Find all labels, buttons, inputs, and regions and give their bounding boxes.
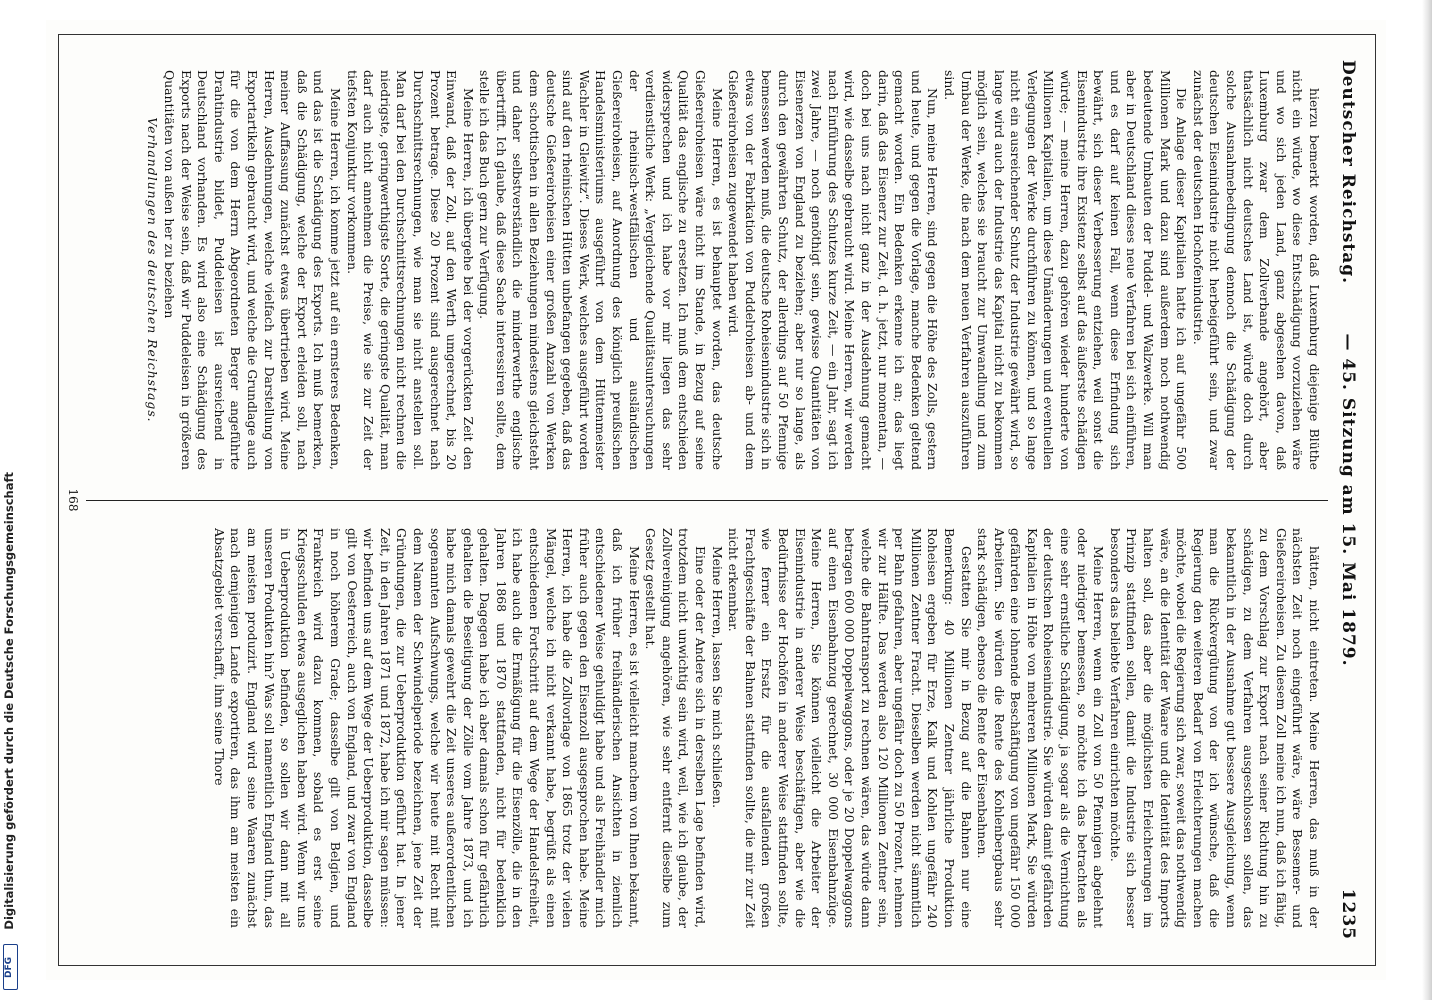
right-column	[92, 528, 1322, 928]
dfg-logo	[3, 944, 18, 990]
page-header	[1334, 60, 1358, 940]
paragraph: Gestatten Sie mir in Bezug auf die Bahnen nur eine Bemerkung: 40 Millionen Zentner jährliche Produktion Roheisen ergeben für Erze, Kalk und Kohlen ungefähr 240 Millionen Zentner Fracht. Dieselben werden nicht sämmtlich per Bahn gefahren, aber ungefähr doch zu 50 Prozent, nehmen wir zur Hälfte. Das werden also 120 Millionen Zentner sein, welche die Bahntransport zu rechnen wären, das würde dann betragen 600 000 Doppelwaggons, oder je 20 Doppelwaggons auf einen Eisenbahnzug gerechnet, 30 000 Eisenbahnzüge. Meine Herren, Sie können vielleicht die Arbeiter der Eisenindustrie in anderer Weise beschäftigen, aber wie die Bedürfnisse der Hochöfen in anderer Weise stattfinden sollte, wie ferner ein Ersatz für die ausfallenden großen Frachtgeschäfte der Bahnen stattfinden sollte, die mir zur Zeit nicht erkennbar.	[726, 528, 974, 928]
paragraph: Eine oder der Andere sich in derselben Lage befinden wird, trotzdem nicht unwichtig sein wird, weil, wie ich glaube, der Zollvereinigung angehören, wie sehr entfernt dieselbe zum Gesetz gestellt hat.	[643, 528, 709, 928]
credit-text: Digitalisierung gefördert durch die Deutsche Forschungsgemeinschaft	[2, 472, 16, 930]
header-page-number: 1235	[1338, 888, 1358, 940]
paragraph: hätten, nicht eintreten. Meine Herren, das muß in der nächsten Zeit noch eingeführt wäre, wäre Bessemer- und Gießereiroheisen. Zu diesem Zoll meine ich nun, daß ich fähig, zu dem Vorschlag zur Export nach seiner Richtung hin zu schädigen, zu dem Verfahren ausgeschlossen sollen, das bekanntlich in der Ausnahme gut bessere Ausgleichung, wenn man die Rückvergütung von der ich wünsche, daß die Regierung den weiteren Bedarf von Erleichterungen machen möchte, wobei die Regierung sich zwar, soweit das nothwendig wäre, an die Identität der Waare und die Identität des Imports halten soll, das aber die möglichsten Erleichterungen im Prinzip stattfinden sollen, damit die Industrie sich besser besonders das beliebte Verfahren einrichten möchte.	[1107, 528, 1322, 928]
column-divider	[86, 500, 1328, 501]
header-session: — 45. Sitzung am 15. Mai 1879.	[1338, 333, 1358, 667]
logo-text: DFG	[4, 956, 14, 978]
credit-strip	[0, 0, 22, 1000]
paragraph: Meine Herren, ich übergehe bei der vorgerückten Zeit den Einwand, daß der Zoll, auf den Werth umgerechnet, bis 20 Prozent betrage. Diese 20 Prozent sind ausgerechnet nach Durchschnittsrechnungen, wie man sie nicht anstellen soll. Man darf bei den Durchschnittsrechnungen nicht rechnen die niedrigste, geringwerthigste Sorte, die geringste Qualität, man darf auch nicht annehmen die Preise, wie sie zur Zeit der tiefsten Konjunktur vorkommen.	[344, 70, 476, 470]
scan-edge-shadow	[1422, 0, 1432, 1000]
left-column	[92, 70, 1322, 470]
paragraph: Meine Herren, es ist behauptet worden, das deutsche Gießereiroheisen wäre nicht im Stande, in Bezug auf seine Qualität das englische zu ersetzen. Ich muß dem entschieden widersprechen und ich habe vor mir liegen das sehr verdienstliche Werk: „Vergleichende Qualitätsuntersuchungen der rheinisch-westfälischen und ausländischen Gießereiroheisen, auf Anordnung des königlich preußischen Handelsministeriums ausgeführt von dem Hüttenmeister Wachler in Gleiwitz“. Dieses Werk, welches ausgeführt worden sind auf den rheinischen Hütten unbefangen gegeben, daß das deutsche Gießereiroheisen einer großen Anzahl von Werken dem schottischen in allen Beziehungen mindestens gleichsteht und daher selbstverständlich die minderwerthe englische übertrifft. Ich glaube, daß diese Sache interessiren sollte, dem stelle ich das Buch gern zur Verfügung.	[477, 70, 725, 470]
paragraph: Meine Herren, ich komme jetzt auf ein ernsteres Bedenken, und das ist die Schädigung des Exports. Ich muß bemerken, daß die Schädigung, welche der Export erleiden soll, nach meiner Auffassung zunächst etwas übertrieben wird. Meine Herren, Ausdehnungen, welche vielfach zur Darstellung von Exportartikeln gebraucht wird, und welche die Grundlage auch für die von dem Herrn Abgeordneten Berger angeführte Drahtindustrie bildet, Puddeleisen ist ausreichend in Deutschland vorhanden. Es wird also eine Schädigung des Exports nach der Weise sein, daß wir Puddeleisen in größeren Quantitäten von außen her zu beziehen	[162, 70, 343, 470]
sheet-number: 168	[66, 488, 80, 512]
paragraph: hierzu bemerkt worden, daß Luxemburg diejenige Blüthe nicht ein würde, wo diese Entschädigung vorzuziehen wäre und wo sich jeden Land, ganz abgesehen davon, daß Luxemburg zwar dem Zollverbande angehört, aber thatsächlich nicht deutsches Land ist, würde doch durch solche Ausnahmebedingung dennoch die Schädigung der deutschen Eisenindustrie nicht herbeigeführt sein, und zwar zunächst der deutschen Hochofenindustrie.	[1190, 70, 1322, 470]
paragraph: Meine Herren, wenn ein Zoll von 50 Pfennigen abgelehnt oder niedriger bemessen, so möchte ich das betrachten als eine sehr ernstliche Schädigung, ja sogar als die Vernichtung der deutschen Roheisenindustrie. Sie würden damit gefährden Kapitalien in Höhe von mehreren Millionen Mark, Sie würden gefährden eine lohnende Beschäftigung von ungefähr 150 000 Arbeitern. Sie würden die Rente des Kohlenbergbaus sehr stark schädigen, ebenso die Rente der Eisenbahnen.	[975, 528, 1107, 928]
document-page	[46, 20, 1386, 980]
header-title: Deutscher Reichstag.	[1338, 60, 1358, 285]
signature-line: Verhandlungen des deutschen Reichstags.	[145, 117, 161, 423]
paragraph: Die Anlage dieser Kapitalien hatte ich auf ungefähr 500 Millionen Mark und dazu sind außerdem noch nothwendig bedeutende Umbauten der Puddel- und Walzwerke. Will man aber in Deutschland dieses neue Verfahren bei sich einführen, und es darf auf keinen Fall, wenn diese Erfindung sich bewährt, sich dieser Verbesserung entziehen, weil sonst die Eisenindustrie ihre Existenz selbst auf das äußerste schädigen würde; — meine Herren, dazu gehören wieder hunderte von Millionen Kapitalien, um diese Umänderungen und eventuellen Verlegungen der Werke durchführen zu können, und so lange nicht ein ausreichender Schutz der Industrie gewährt wird, so lange wird auch der Industrie das Kapital nicht zu bekommen möglich sein, welches sie braucht zur Umwandlung und zum Umbau der Werke, die nach dem neuen Verfahren auszuführen sind.	[941, 70, 1190, 470]
paragraph: Meine Herren, es ist vielleicht manchem von Ihnen bekannt, daß ich früher freihändlerischen Ansichten in ziemlich entschiedener Weise gehuldigt habe und als Freihändler mich früher auch gegen den Eisenzoll ausgesprochen habe. Meine Herren, ich habe die Zollvorlage von 1865 trotz der vielen Mängel, welche ich nicht verkannt habe, begrüßt als einen entschiedenen Fortschritt auf dem Wege der Handelsfreiheit, ich habe auch die Ermäßigung für die Eisenzölle, die in den Jahren 1868 und 1870 stattfanden, nicht für bedenklich gehalten. Dagegen habe ich aber damals schon für gefährlich gehalten die Beseitigung der Zölle vom Jahre 1873, und ich habe mich damals gewehrt die Zeit unseres außerordentlichen sogenannten Aufschwungs, welche wir heute mit Recht mit dem Namen der Schwindelperiode bezeichnen, jene Zeit der Gründungen, die zur Ueberproduktion geführt hat. In jener Zeit, in den Jahren 1871 und 1872, habe ich mir sagen müssen: wir befinden uns auf dem Wege der Ueberproduktion, dasselbe gilt von Oesterreich, auch von England, und zwar von England in noch höherem Grade; dasselbe gilt von Belgien, und Frankreich wird dazu kommen, sobald es erst seine Kriegsschulden etwas ausgeglichen haben wird. Wenn wir uns in Ueberproduktion befinden, so sollen wir dann mit all unseren Produkten hin? Was soll namentlich England thun, das am meisten produzirt. England wird seine Waaren zunächst nach demjenigen Lande exportiren, das ihm am meisten ein Absatzgebiet verschafft, ihm seine Thore	[211, 528, 642, 928]
paragraph: Meine Herren, lassen Sie mich schließen.	[709, 546, 725, 809]
paragraph: Nun, meine Herren, sind gegen die Höhe des Zolls, gestern und heute, und gegen die Vorlage, manche Bedenken geltend gemacht worden. Ein Bedenken erkenne ich an; das liegt darin, daß das Eisenerz zur Zeit, d. h. jetzt, nur momentan, — doch bei uns nach nicht ganz in der Ausdehnung gemacht wird, wie dasselbe gebraucht wird. Meine Herren, wir werden nach Einführung des Schutzes kurze Zeit, — ein Jahr, sagt ich zwei Jahre, — noch genöthigt sein, gewisse Quantitäten von Eisenerzen von England zu beziehen; aber nur so lange, als durch den gewährten Schutz, der allerdings auf 50 Pfennige bemessen werden muß, die deutsche Roheisenindustrie sich in etwas von der Fabrikation von Puddelroheisen ab- und dem Gießereiroheisen zugewendet haben wird.	[726, 70, 941, 470]
